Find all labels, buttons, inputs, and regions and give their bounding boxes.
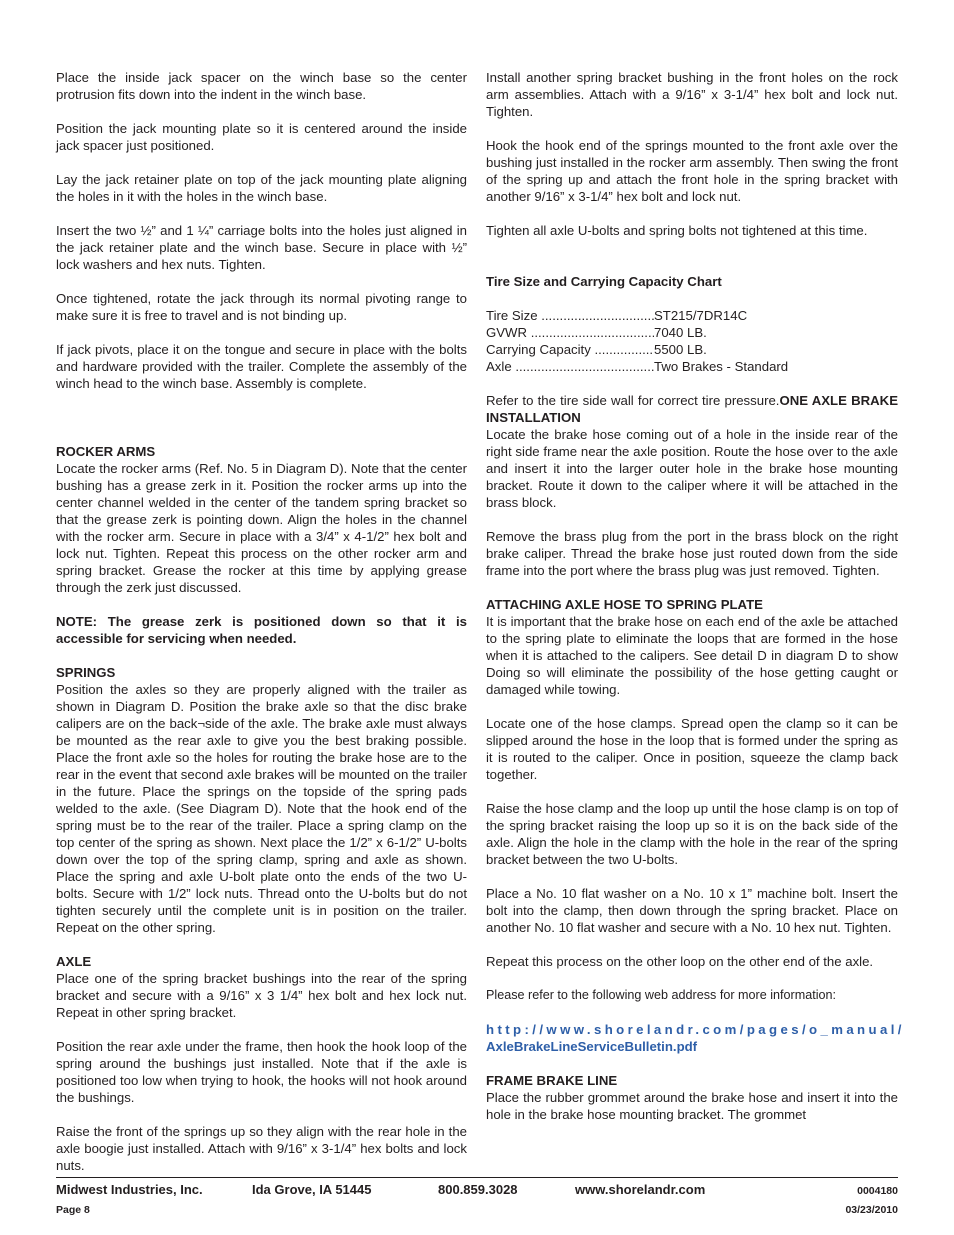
paragraph: Once tightened, rotate the jack through its normal pivoting range to make sure it is free to travel and is not binding up. bbox=[56, 291, 467, 323]
paragraph: Locate the brake hose coming out of a hole in the inside rear of the right side frame near the axle position. Route the hose over to the axle and insert it into the larger outer hole in the brake hose mounting bracket. Route it down to the caliper where it will be attached in the brass block. bbox=[486, 427, 898, 510]
spacer bbox=[486, 256, 898, 273]
service-bulletin-link[interactable] bbox=[486, 1021, 905, 1055]
chart-row bbox=[486, 358, 898, 375]
paragraph: Install another spring bracket bushing in the front holes on the rock arm assemblies. Attach with a 9/16” x 3-1/4” hex bolt and lock nut. Tighten. bbox=[486, 70, 898, 119]
chart-heading: Tire Size and Carrying Capacity Chart bbox=[486, 274, 722, 289]
brake-section bbox=[486, 392, 898, 426]
paragraph: Raise the hose clamp and the loop up until the hose clamp is on top of the spring bracket raising the loop up so it is on the back side of the axle. Align the hole in the clamp with the hole in the rear of the spring bracket between the two U-bolts. bbox=[486, 801, 898, 867]
footer-city: Ida Grove, IA 51445 bbox=[252, 1182, 372, 1197]
section-heading-springs: SPRINGS bbox=[56, 665, 116, 680]
footer-doc-number: 0004180 bbox=[857, 1185, 898, 1197]
paragraph: Place the rubber grommet around the brake hose and insert it into the hole in the brake hose mounting bracket. The grommet bbox=[486, 1090, 898, 1122]
chart-row bbox=[486, 307, 898, 324]
paragraph: Lay the jack retainer plate on top of the jack mounting plate aligning the holes in it with the holes in the winch base. bbox=[56, 172, 467, 204]
footer-website: www.shorelandr.com bbox=[575, 1182, 706, 1197]
chart-label: Axle ..... bbox=[486, 358, 654, 375]
left-column bbox=[56, 69, 467, 1191]
chart-value: ST215/7DR14C bbox=[654, 308, 748, 323]
footer-company: Midwest Industries, Inc. bbox=[56, 1182, 203, 1197]
right-column bbox=[486, 69, 905, 1140]
paragraph: Position the axles so they are properly aligned with the trailer as shown in Diagram D. Position the brake axle so that the disc brake calipers are on the back¬side of the axle. The brake axle must always be mounted as the rear axle to give you the best braking possible. Place the front axle so the holes for routing the brake hose are to the rear in the event that second axle brakes will be mounted on the trailer in the future. Place the springs on the topside of the spring pads welded to the axle. (See Diagram D). Note that the hook end of the spring must be to the rear of the trailer. Place a spring clamp on the top center of the spring as shown. Next place the 1/2” x 6-1/2” U-bolts down over the top of the spring clamp, spring and axle as shown. Place the spring and axle U-bolt plate onto the ends of the two U-bolts. Secure with 1/2” lock nuts. Thread onto the U-bolts but do not tighten securely until the complete unit is in position on the trailer. Repeat on the other spring. bbox=[56, 682, 467, 935]
link-line[interactable]: AxleBrakeLineServiceBulletin.pdf bbox=[486, 1039, 698, 1054]
paragraph: Remove the brass plug from the port in the brass block on the right brake caliper. Thread the brake hose just routed down from the side frame into the port where the brass plug was just removed. Tighten. bbox=[486, 529, 898, 578]
footer-divider bbox=[56, 1177, 898, 1178]
paragraph: Tighten all axle U-bolts and spring bolts not tightened at this time. bbox=[486, 223, 868, 238]
section-heading-rocker-arms: ROCKER ARMS bbox=[56, 444, 156, 459]
paragraph: Position the jack mounting plate so it is centered around the inside jack spacer just positioned. bbox=[56, 121, 467, 153]
link-line[interactable]: http://www.shorelandr.com/pages/o_manual/ bbox=[486, 1022, 905, 1037]
chart-value: 5500 LB. bbox=[654, 342, 707, 357]
footer-page-number: Page 8 bbox=[56, 1204, 90, 1216]
section-heading-brake-installation: ONE AXLE BRAKE INSTALLATION bbox=[486, 393, 898, 425]
paragraph: It is important that the brake hose on each end of the axle be attached to the spring plate to eliminate the loops that are formed in the hose when it is attached to the calipers. See detail D in diagram D to show Doing so will eliminate the possibility of the hose getting caught or damaged while towing. bbox=[486, 614, 898, 697]
paragraph: Locate the rocker arms (Ref. No. 5 in Diagram D). Note that the center bushing has a grease zerk in it. Position the rocker arms up into the center channel welded in the center of the tandem spring bracket so that the grease zerk is pointing down. Align the holes in the channel with the rocker arm. Secure in place with a 3/4” x 4-1/2” hex bolt and lock nut. Tighten. Repeat this process on the other rocker arm and spring bracket. Grease the rocker at this time by applying grease through the zerk just discussed. bbox=[56, 461, 467, 595]
paragraph: Locate one of the hose clamps. Spread open the clamp so it can be slipped around the hose in the loop that is formed under the spring as it is routed to the caliper. Once in position, squeeze the clamp back together. bbox=[486, 716, 898, 782]
section-heading-attaching-axle-hose: ATTACHING AXLE HOSE TO SPRING PLATE bbox=[486, 597, 763, 612]
paragraph: If jack pivots, place it on the tongue and secure in place with the bolts and hardware provided with the trailer. Complete the assembly of the winch head to the winch base. Assembly is complete. bbox=[56, 342, 467, 391]
capacity-chart bbox=[486, 307, 898, 375]
footer-date: 03/23/2010 bbox=[845, 1204, 898, 1216]
chart-value: 7040 LB. bbox=[654, 325, 707, 340]
paragraph: Position the rear axle under the frame, then hook the hook loop of the spring around the bushings just installed. Note that if the axle is positioned too low when trying to hook, the hooks will not hook around the bushings. bbox=[56, 1039, 467, 1105]
section-heading-frame-brake-line: FRAME BRAKE LINE bbox=[486, 1073, 618, 1088]
chart-label: Carrying Capacity ..... bbox=[486, 341, 654, 358]
paragraph: Place one of the spring bracket bushings into the rear of the spring bracket and secure with a 9/16” x 3 1/4” hex bolt and hex lock nut. Repeat in other spring bracket. bbox=[56, 971, 467, 1020]
footer-phone: 800.859.3028 bbox=[438, 1182, 518, 1197]
note-text: NOTE: The grease zerk is positioned down so that it is accessible for servicing when needed. bbox=[56, 614, 467, 646]
chart-label: GVWR ..... bbox=[486, 324, 654, 341]
tire-pressure-text: Refer to the tire side wall for correct tire pressure. bbox=[486, 393, 780, 408]
chart-value: Two Brakes - Standard bbox=[654, 359, 789, 374]
chart-row bbox=[486, 324, 898, 341]
paragraph: Raise the front of the springs up so they align with the rear hole in the axle boogie just installed. Attach with 9/16” x 3-1/4” hex bolts and lock nuts. bbox=[56, 1124, 467, 1173]
paragraph: Insert the two ½” and 1 ¼” carriage bolts into the holes just aligned in the jack retainer plate and the winch base. Secure in place with ½” lock washers and hex nuts. Tighten. bbox=[56, 223, 467, 272]
paragraph: Hook the hook end of the springs mounted to the front axle over the bushing just installed in the rocker arm assembly. Then swing the front of the spring up and attach the front hole in the spring bracket with another 9/16” x 3-1/4” hex bolt and lock nut. bbox=[486, 138, 898, 204]
chart-label: Tire Size ..... bbox=[486, 307, 654, 324]
paragraph: Place the inside jack spacer on the winch base so the center protrusion fits down into the indent in the winch base. bbox=[56, 70, 467, 102]
spacer bbox=[56, 409, 467, 443]
section-heading-axle: AXLE bbox=[56, 954, 92, 969]
paragraph: Place a No. 10 flat washer on a No. 10 x 1” machine bolt. Insert the bolt into the clamp, then down through the spring bracket. Place on another No. 10 flat washer and secure with a No. 10 hex nut. Tighten. bbox=[486, 886, 898, 935]
chart-row bbox=[486, 341, 898, 358]
paragraph: Repeat this process on the other loop on the other end of the axle. bbox=[486, 954, 874, 969]
refer-text: Please refer to the following web address for more information: bbox=[486, 988, 836, 1002]
